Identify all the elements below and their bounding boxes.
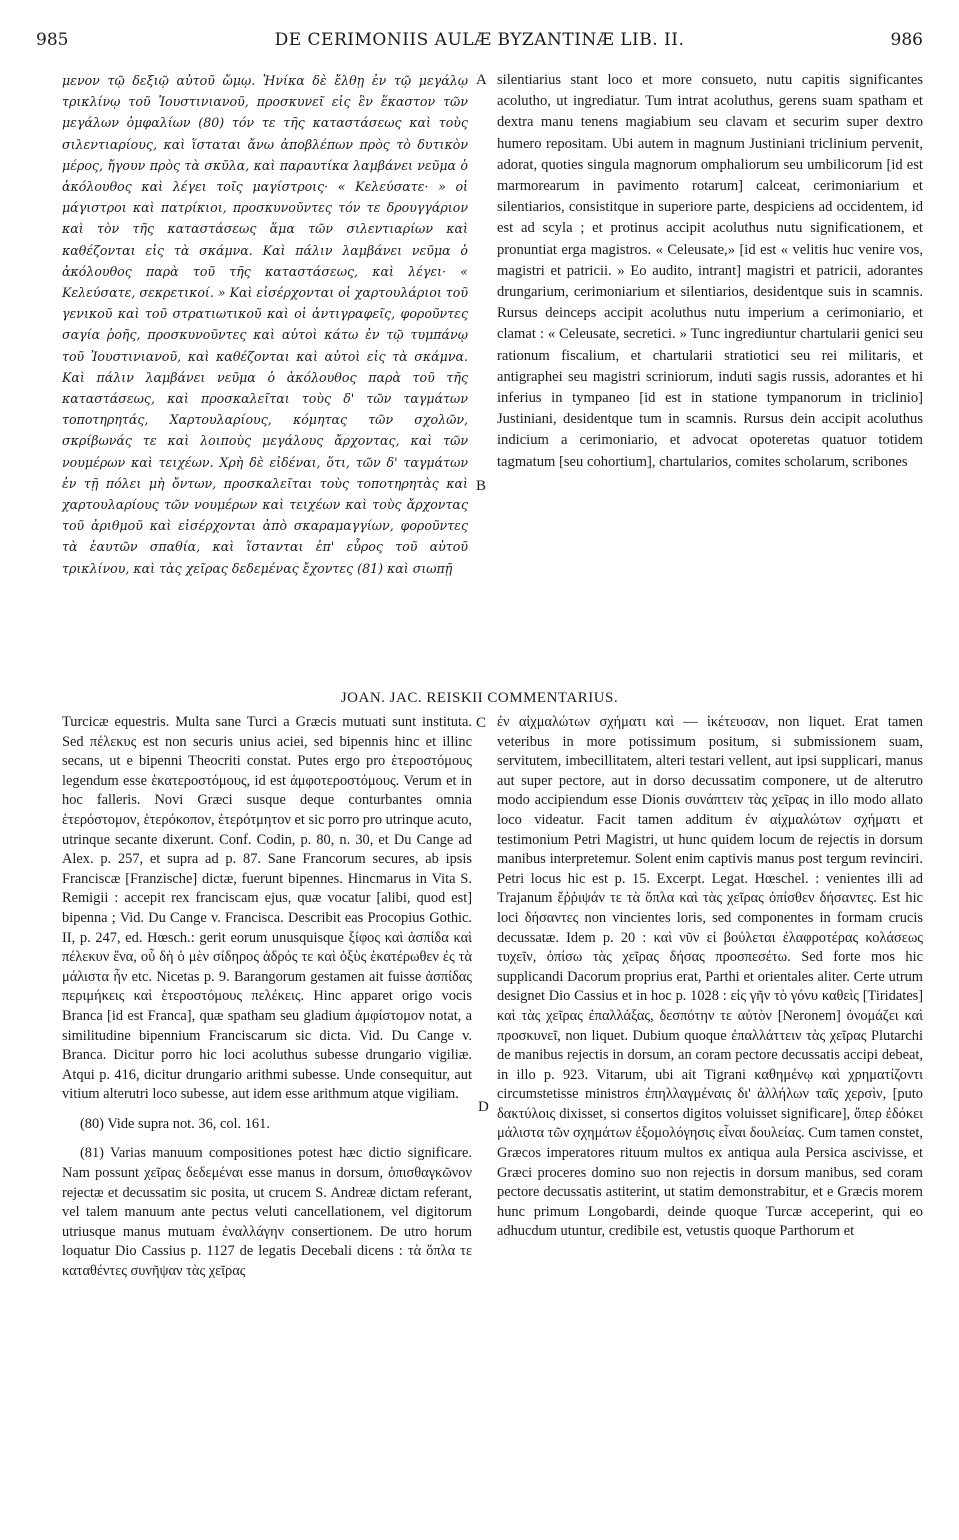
greek-text-column [62,70,468,579]
left-column-number: 985 [36,30,69,50]
page-header [36,30,923,60]
commentary-right-column [497,713,923,1242]
latin-translation-column [497,70,923,473]
commentary-left-column [62,713,472,1282]
commentary-continuation: ἐν αἰχμαλώτων σχήματι καὶ — ἱκέτευσαν, non liquet. Erat tamen veteribus in more potissimum positum, si submissionem suam, servitutem, imbecillitatem, alteri testari vellent, aut ipsi supplicari, manus aut super pectore, aut in dorso decussatim componere, ut de alterutro modo accipiendum esse Dionis συνάπτειν τὰς χεῖρας in illo modo allato loco videatur. Facit tamen additum ἐν αἰχμαλώτων σχήματι et testimonium Petri Magistri, ut hunc quidem locum de rejectis in dorsum manibus interpretemur. Solent enim captivis manus post tergum revinciri. Petri locus hic est p. 15. Excerpt. Legat. Hœschel. : venientes illi ad Trajanum ἔῤῥιψάν τε τὰ ὅπλα καὶ τὰς χεῖρας ὀπίσθεν δήσαντες. Est hic loci δήσαντες non vincientes loris, sed componentes in formam crucis decussatæ. Idem p. 20 : καὶ νῦν εἰ βούλεται ἐλαφροτέρας κολάσεως τυχεῖν, ὀπίσω τὰς χεῖρας δήσας προσπεσέτω. Sed forte mos hic supplicandi Dacorum proprius erat, Parthi et orientales aliter. Certe utrum designet Dio Cassius et in hoc p. 1028 : εἰς γῆν τὸ γόνυ καθεὶς [Tiridates] καὶ τὰς χεῖρας ἐπαλλάξας, δεσπότην τε αὐτὸν [Neronem] ὀνομάζει καὶ προσκυνεῖ, non liquet. Dubium quoque ἐπαλλάττειν τὰς χεῖρας Plutarchi de manibus rejectis in dorsum, an coram pectore decussatis accipi debeat, in illo p. 923. Vitarum, ubi ait Tigrani καθημένῳ καὶ χρηματίζοντι circumstetisse ministros ἐπηλλαγμέναις δι' ἀλλήλων ταῖς χερσὶν, [puto δακτύλοις dixisset, si consertos digitos voluisset significare], ὅπερ ἐδόκει μάλιστα τῶν σχημάτων ἐξομολόγησις εἶναι δουλείας. Cum tamen constet, Græcos imperatores rituum multos ex antiqua aula Persica ascivisse, et Græci proceres domino suo non rejectis in dorsum manibus, sed coram pectore decussatis astiterint, ut statim demonstrabitur, et e Græcis morem hunc primum Longobardi, deinde quoque Turcæ acceperint, qui eo adhucdum utuntur, credibile est, vetustis quoque Parthorum et [497,714,923,1240]
right-column-number: 986 [890,30,923,50]
footnote-81: (81) Varias manuum compositiones potest hæc dictio significare. Nam possunt χεῖρας δεδεμέναι esse manus in dorsum, ὀπισθαγκῶνον rejectæ et decussatim sic posita, ut crucem S. Andreæ dictam referant, vel talem manuum ante pectus veluti cancellationem, vel digitorum utriusque manus mutuam ἐναλλάγην consertionem. De utro horum loquatur Dio Cassius p. 1127 de legatis Decebali dicens : τὰ ὅπλα τε καταθέντες συνῆψαν τὰς χεῖρας [62,1145,472,1280]
running-title: DE CERIMONIIS AULÆ BYZANTINÆ LIB. II. [274,30,685,50]
section-marker-a: A [476,72,487,88]
greek-paragraph: μενον τῷ δεξιῷ αὐτοῦ ὤμῳ. Ἡνίκα δὲ ἔλθῃ ἐν τῷ μεγάλῳ τρικλίνῳ τοῦ Ἰουστινιανοῦ, προσκυνεῖ εἰς ἓν ἕκαστον τῶν μεγάλων ὀμφαλίων (80) τόν τε τῆς καταστάσεως καὶ τοὺς σιλεντιαρίους, καὶ ἵσταται ἄνω ἀποβλέπων πρὸς τὸ δυτικὸν μέρος, ἤγουν πρὸς τὰ σκῦλα, καὶ παραυτίκα λαμβάνει νεῦμα ὁ ἀκόλουθος καὶ λέγει τοῖς μαγίστροις· « Κελεύσατε· » οἱ μάγιστροι καὶ πατρίκιοι, προσκυνοῦντες τόν τε δρουγγάριον καὶ τὸν τῆς καταστάσεως ἅμα τῶν σιλεντιαρίων καὶ καθέζονται εἰς τὰ σκάμνα. Καὶ πάλιν λαμβάνει νεῦμα ὁ ἀκόλουθος παρὰ τοῦ τῆς καταστάσεως, καὶ λέγει· « Κελεύσατε, σεκρετικοί. » Καὶ εἰσέρχονται οἱ χαρτουλάριοι τοῦ γενικοῦ καὶ τοῦ στρατιωτικοῦ καὶ οἱ ἀντιγραφεῖς, φοροῦντες σαγία ῥοῆς, προσκυνοῦντες καὶ αὐτοὶ κάτω ἐν τῷ τυμπάνῳ τοῦ Ἰουστινιανοῦ, καὶ καθέζονται καὶ αὐτοὶ εἰς τὰ σκάμνα. Καὶ πάλιν λαμβάνει νεῦμα ὁ ἀκόλουθος παρὰ τοῦ τῆς καταστάσεως, καὶ προσκαλεῖται τοὺς δ' τῶν ταγμάτων τοποτηρητάς, Χαρτουλαρίους, κόμητας τῶν σχολῶν, σκρίβωνάς τε καὶ λοιποὺς μεγάλους ἄρχοντας, καὶ τῶν νουμέρων καὶ τειχέων. Χρὴ δὲ εἰδέναι, ὅτι, τῶν δ' ταγμάτων ἐν τῇ πόλει μὴ ὄντων, προσκαλεῖται τοὺς τοποτηρητὰς καὶ χαρτουλαρίους τῶν νουμέρων καὶ τειχέων καὶ τοὺς ἄρχοντας τοῦ ἀριθμοῦ καὶ εἰσέρχονται ἀπὸ σκαραμαγγίων, φοροῦντες τὰ ἑαυτῶν σπαθία, καὶ ἵστανται ἐπ' εὖρος τοῦ αὐτοῦ τρικλίνου, καὶ τὰς χεῖρας δεδεμένας ἔχοντες (81) καὶ σιωπῇ [62,73,468,576]
commentary-title: JOAN. JAC. REISKII COMMENTARIUS. [340,690,619,706]
section-marker-c: C [476,715,487,731]
latin-paragraph: silentiarius stant loco et more consueto, nutu capitis significantes acolutho, ut ingrediatur. Tum intrat acoluthus, gerens suam spatham et dextra manu tenens magiabium seu clavam et securim super dextro humero repositam. Ubi autem in magnum Justiniani triclinium pervenit, adorat, quoties singula magnorum omphaliorum seu umbilicorum [id est marmorearum in pavimento rotarum] calceat, cerimoniarium et silentiarios, consistitque in superiore parte, despiciens ad occidentem, id est ad scyla ; et protinus accipit acoluthus nutu significationem, et pronuntiat erga magistros. « Celeusate,» [id est « velitis huc venire vos, magistri et patricii. » Eo audito, intrant] magistri et patricii, adorantes drungarium, cerimoniarium et silentiarios, desidentque suis in scamnis. Rursus deinceps accipit acoluthus nutu imperium a cerimoniario, et clamat : « Celeusate, secretici. » Tunc ingrediuntur chartularii genici seu rationum fiscalium, et chartularii stratiotici seu rei militaris, et antigraphei seu magistri scriniorum, induti sagis russis, adorantes et hi inferius in tympaneo [id est in statione tympanorum in triclinio] Justiniani, desidentque tum in scamnis. Rursus dein accipit acoluthus indicium a cerimoniario, et advocat opoteretas quatuor totidem tagmatum [seu cohortium], chartularios, comites scholarum, scribones [497,72,923,470]
commentary-paragraph: Turcicæ equestris. Multa sane Turci a Græcis mutuati sunt instituta. Sed πέλεκυς est non securis unius aciei, sed bipennis hinc et illinc secans, ut e bipenni Theocriti constat. Putes ergo pro ἑτεροστόμους legendum esse ἑκατεροστόμους, id est ἀμφοτεροστόμους. Verum et in hoc falleris. Novi Græci susque deque conturbantes omnia ἑτερόστομον, ἑτερόκοπον, ἑτερότμητον et sic porro pro utrinque acuto, utrinque secante dixerunt. Conf. Codin, p. 80, n. 30, et Du Cange ad Alex. p. 257, et supra ad p. 87. Sane Francorum secures, ab ipsis Franciscæ [Franzische] dictæ, fuerunt bipennes. Hincmarus in Vita S. Remigii : accepit rex franciscam ejus, quæ vocatur [alibi, quod est] bipenna ; Vid. Du Cange v. Francisca. Describit eas Procopius Gothic. II, p. 247, ed. Hœsch.: gerit eorum unusquisque ξίφος καὶ ἀσπίδα καὶ πέλεκυν ἕνα, οὗ δὴ ὁ μὲν σίδηρος ἁδρός τε καὶ ὀξὺς ἑκατέρωθεν ἐς τὰ μάλιστα ἦν etc. Nicetas p. 9. Barangorum gestamen ait fuisse ἀσπίδας περιμήκεις καὶ ἑτεροστόμους πελέκεις. Hinc apparet origo vocis Branca [id est Franca], quæ spatham seu gladium ἀμφίστομον notat, a similitudine bipennium Franciscarum sic dicta. Vid. Du Cange v. Branca. Dicitur porro hic loci acoluthus subesse drungario vigiliæ. Atqui p. 416, dicitur drungario arithmi subesse. Unde consequitur, aut vitium alterutri loco subesse, aut idem esse arithmum atque vigiliam. [62,714,472,1103]
section-marker-b: B [476,478,487,494]
footnote-80: (80) Vide supra not. 36, col. 161. [80,1115,270,1132]
section-marker-d: D [478,1099,489,1115]
